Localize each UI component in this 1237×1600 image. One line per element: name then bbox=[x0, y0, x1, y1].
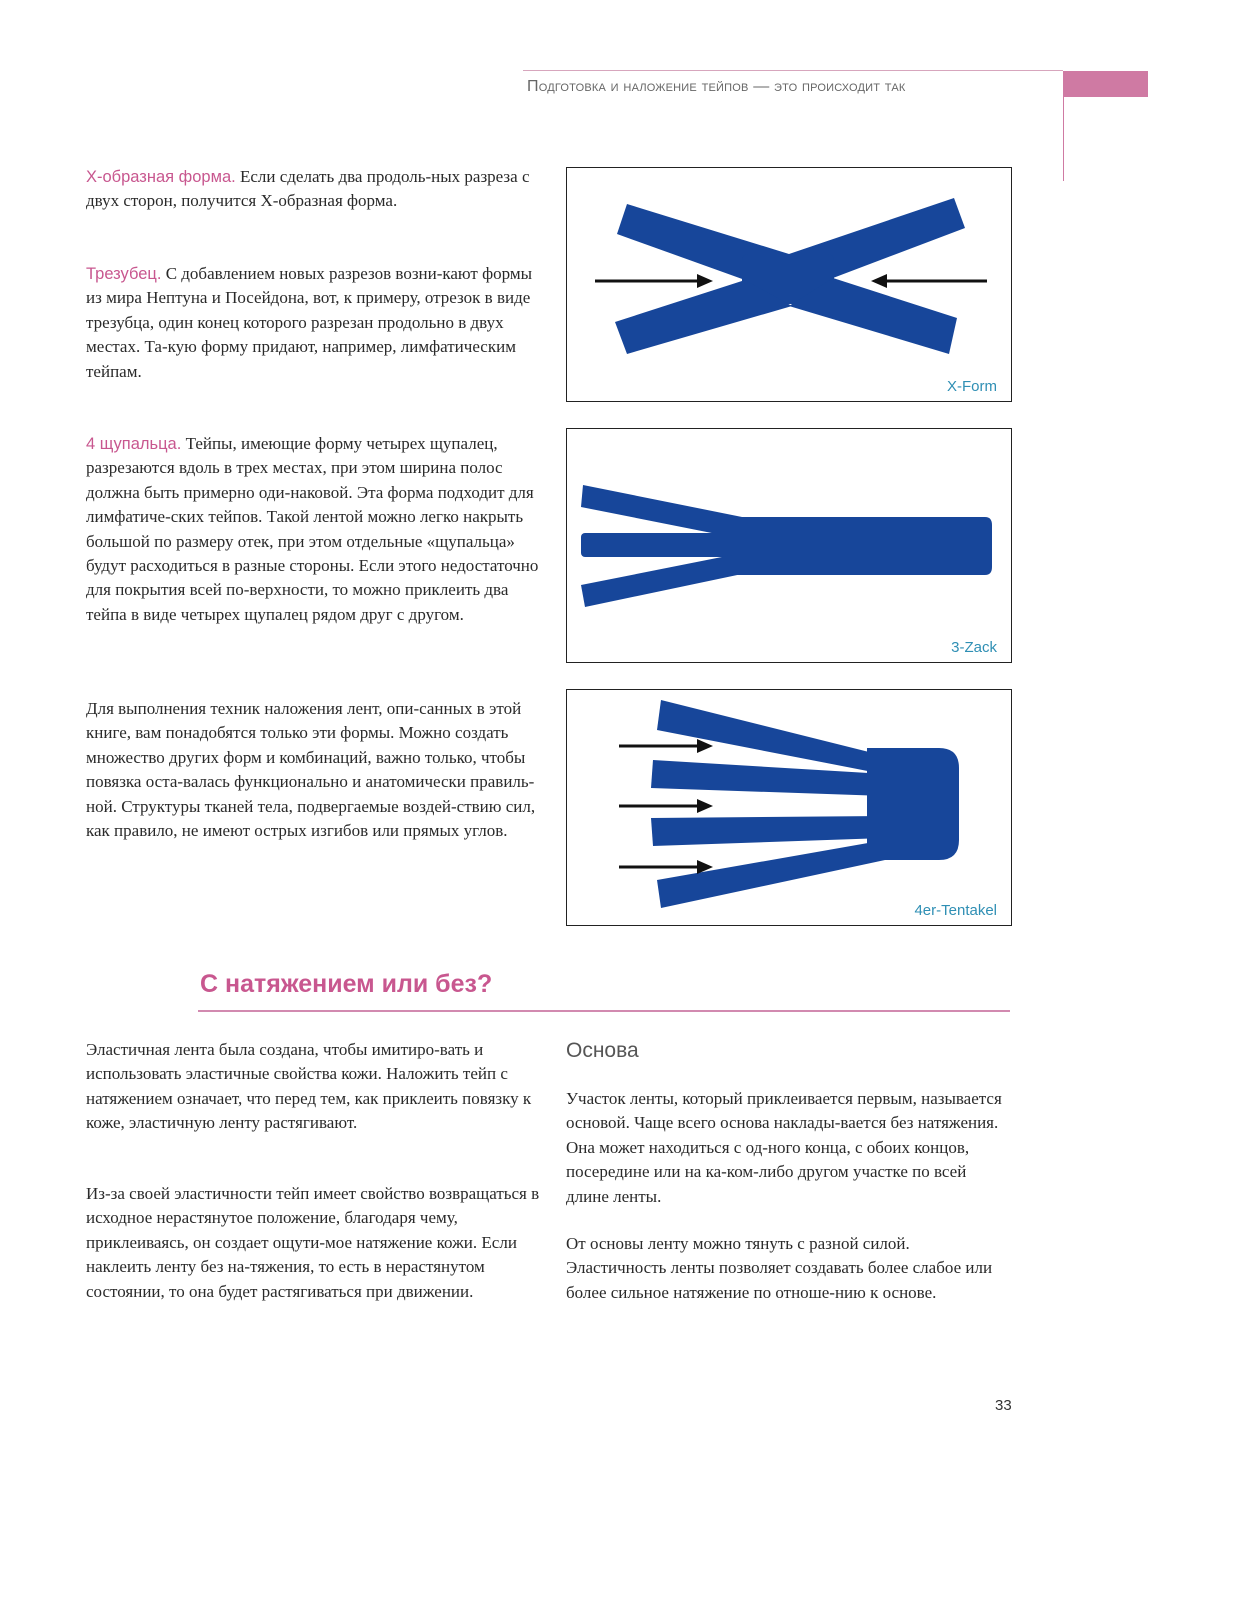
paragraph-x-form bbox=[86, 165, 541, 214]
paragraph-trident bbox=[86, 262, 541, 384]
running-head: Подготовка и наложение тейпов — это происходит так bbox=[527, 78, 906, 95]
paragraph-elastic-tape: Эластичная лента была создана, чтобы имитиро-вать и использовать эластичные свойства кожи. Наложить тейп с натяжением означает, что перед тем, как приклеить повязку к коже, эластичную ленту растягивают. bbox=[86, 1040, 532, 1133]
figure-label: X-Form bbox=[947, 378, 997, 395]
x-form-tape-illustration bbox=[567, 168, 1010, 400]
paragraph-body: Если сделать два продоль-ных разреза с двух сторон, получится X-образная форма. bbox=[86, 167, 530, 211]
figure-label: 4er-Tentakel bbox=[914, 902, 997, 919]
paragraph-body: Тейпы, имеющие форму четырех щупалец, разрезаются вдоль в трех местах, при этом ширина полос должна быть примерно оди-наковой. Эта форма подходит для лимфатиче-ских тейпов. Такой лентой можно легко накрыть большой по размеру отек, при этом отдельные «щупальца» будут расходиться в разные стороны. Если этого недостаточно для покрытия всей по-верхности, то можно приклеить два тейпа в виде четырех щупалец рядом друг с другом. bbox=[86, 434, 539, 624]
figure-4er-tentakel bbox=[566, 689, 1012, 926]
paragraph-elasticity: Из-за своей эластичности тейп имеет свойство возвращаться в исходное нерастянутое положение, благодаря чему, приклеиваясь, он создает ощути-мое натяжение кожи. Если наклеить ленту без на-тяжения, то есть в нерастянутом состоянии, то она будет растягиваться при движении. bbox=[86, 1184, 540, 1301]
figure-3-zack bbox=[566, 428, 1012, 663]
four-tentacle-tape-illustration bbox=[567, 690, 1010, 924]
header-color-tab bbox=[1064, 71, 1148, 97]
section-rule bbox=[198, 1010, 1010, 1012]
three-prong-tape-illustration bbox=[567, 429, 1010, 661]
header-vertical-rule bbox=[1063, 71, 1064, 181]
paragraph-lead: X-образная форма. bbox=[86, 168, 236, 186]
figure-label: 3-Zack bbox=[951, 639, 997, 656]
header-rule bbox=[523, 70, 1063, 71]
paragraph-techniques: Для выполнения техник наложения лент, опи-санных в этой книге, вам понадобятся только эти формы. Можно создать множество других форм и комбинаций, важно только, чтобы повязка оста-валась функционально и анатомически правиль-ной. Структуры тканей тела, подвергаемые воздей-ствию сил, как правило, не имеют острых изгибов или прямых углов. bbox=[86, 699, 536, 841]
paragraph-tentacles bbox=[86, 432, 541, 627]
subheading-base: Основа bbox=[566, 1039, 639, 1062]
paragraph-base: Участок ленты, который приклеивается первым, называется основой. Чаще всего основа наклады-вается без натяжения. Она может находиться с од-ного конца, с обоих концов, посередине или на ка-ком-либо другом участке по всей длине ленты. bbox=[566, 1089, 1002, 1206]
page-number: 33 bbox=[995, 1397, 1012, 1414]
section-title: С натяжением или без? bbox=[200, 970, 493, 998]
paragraph-lead: Трезубец. bbox=[86, 265, 162, 283]
figure-x-form bbox=[566, 167, 1012, 402]
paragraph-tension: От основы ленту можно тянуть с разной силой. Эластичность ленты позволяет создавать более слабое или более сильное натяжение по отноше-нию к основе. bbox=[566, 1234, 993, 1302]
paragraph-body: С добавлением новых разрезов возни-кают формы из мира Нептуна и Посейдона, вот, к примеру, отрезок в виде трезубца, один конец которого разрезан продольно в двух местах. Та-кую форму придают, например, лимфатическим тейпам. bbox=[86, 264, 533, 381]
paragraph-lead: 4 щупальца. bbox=[86, 435, 182, 453]
